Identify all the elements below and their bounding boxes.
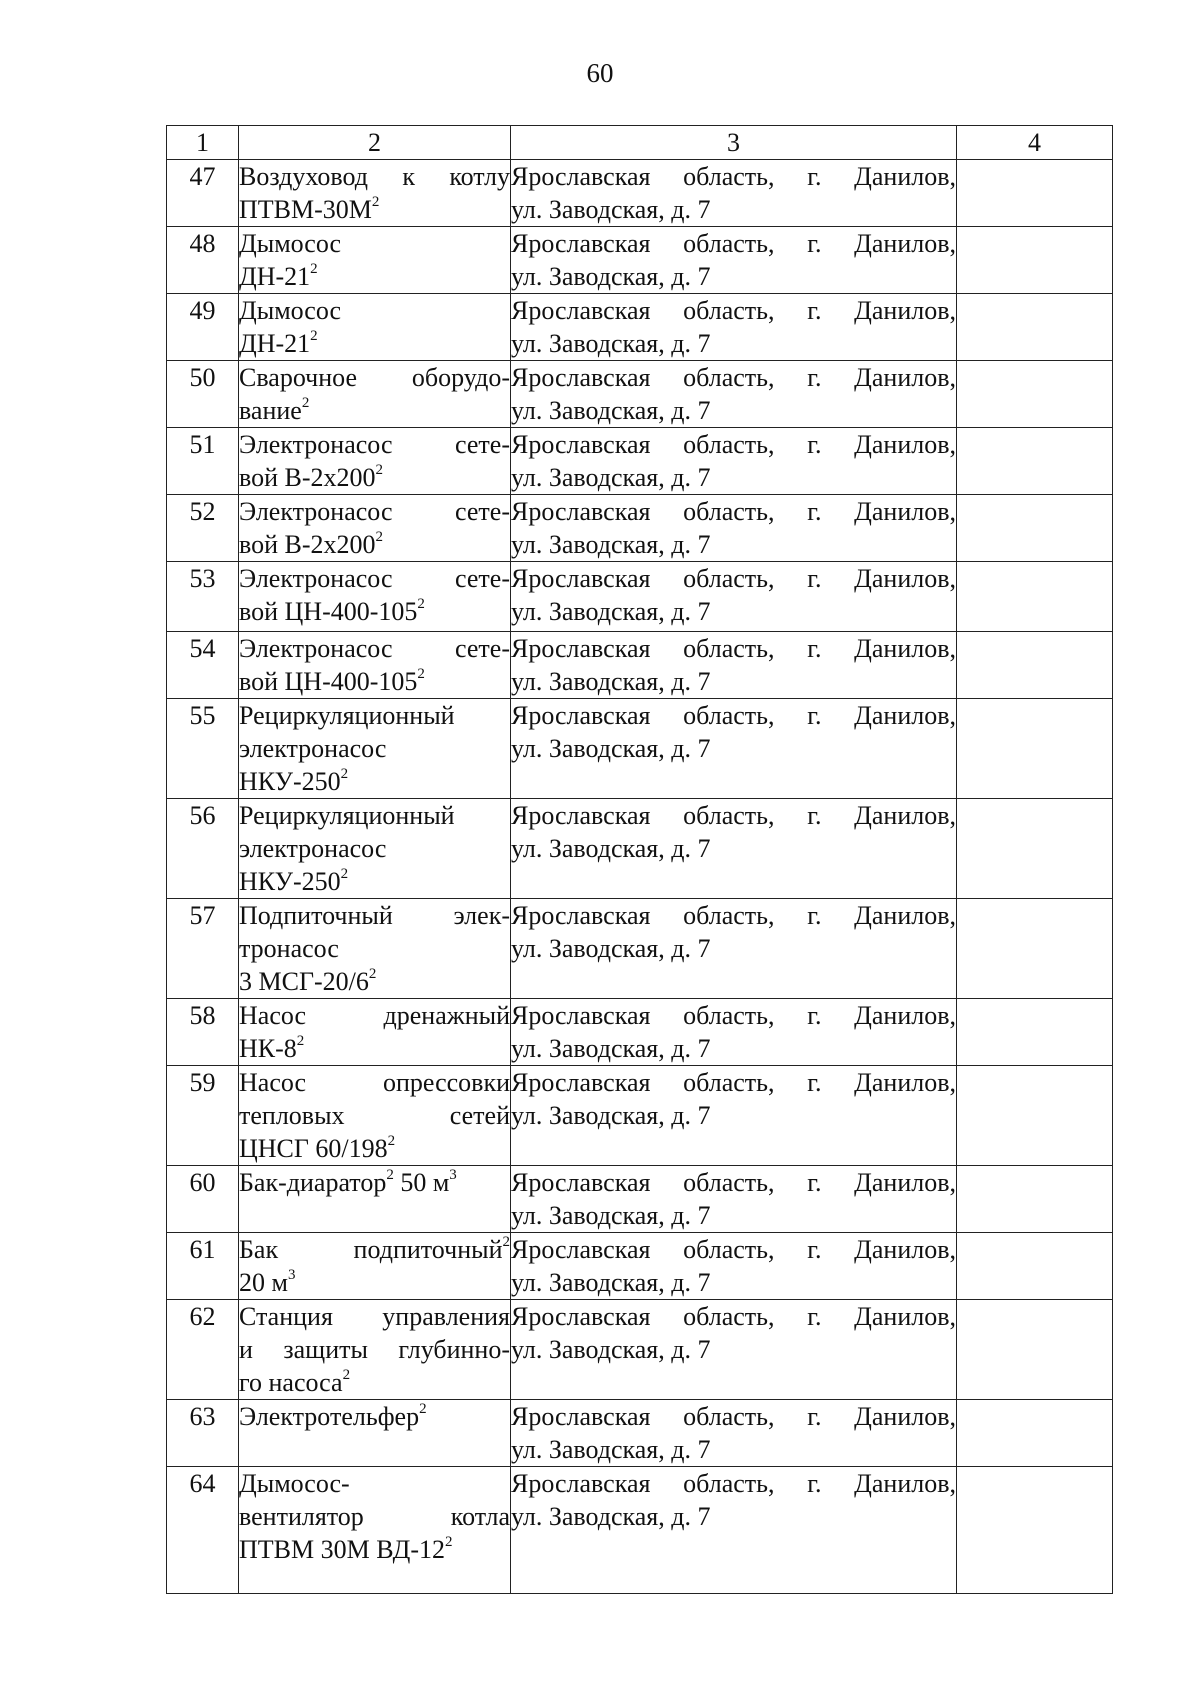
address-line: Ярославская область, г. Данилов,	[511, 901, 956, 930]
row-number: 50	[167, 361, 239, 428]
equipment-name-line: Электронасос сете-	[239, 564, 510, 593]
equipment-name-line: Рециркуляционный	[239, 801, 455, 830]
column-4-cell	[957, 227, 1113, 294]
address-line: ул. Заводская, д. 7	[511, 667, 711, 696]
table-row	[167, 562, 1113, 632]
address-line: ул. Заводская, д. 7	[511, 262, 711, 291]
address	[511, 361, 957, 428]
address-line: Ярославская область, г. Данилов,	[511, 162, 956, 191]
address-line: Ярославская область, г. Данилов,	[511, 430, 956, 459]
equipment-name-line: Насос дренажный	[239, 1001, 510, 1030]
column-4-cell	[957, 799, 1113, 899]
column-4-cell	[957, 1066, 1113, 1166]
equipment-name-line: Станция управления	[239, 1302, 510, 1331]
address-line: ул. Заводская, д. 7	[511, 734, 711, 763]
equipment-name-line: Насос опрессовки	[239, 1068, 510, 1097]
address-line: ул. Заводская, д. 7	[511, 1201, 711, 1230]
address-line: Ярославская область, г. Данилов,	[511, 363, 956, 392]
address-line: Ярославская область, г. Данилов,	[511, 497, 956, 526]
equipment-name-line: вание$^2$	[239, 395, 310, 425]
address	[511, 562, 957, 632]
address	[511, 632, 957, 699]
table-row	[167, 1400, 1113, 1467]
row-number: 48	[167, 227, 239, 294]
equipment-name-line: НКУ-$250^2$	[239, 866, 349, 896]
address	[511, 799, 957, 899]
address-line: Ярославская область, г. Данилов,	[511, 701, 956, 730]
column-4-cell	[957, 699, 1113, 799]
row-number: 62	[167, 1300, 239, 1400]
equipment-name-line: 20 $м^3$	[239, 1267, 296, 1297]
equipment-name-line: ЦНСГ $60/198^2$	[239, 1133, 396, 1163]
table-header-row	[167, 126, 1113, 160]
equipment-name-line: Дымосос	[239, 229, 342, 258]
address-line: Ярославская область, г. Данилов,	[511, 801, 956, 830]
row-number: 47	[167, 160, 239, 227]
equipment-name	[239, 1400, 511, 1467]
row-number: 59	[167, 1066, 239, 1166]
column-4-cell	[957, 160, 1113, 227]
table-row	[167, 999, 1113, 1066]
address	[511, 1400, 957, 1467]
address-line: Ярославская область, г. Данилов,	[511, 229, 956, 258]
table-row	[167, 632, 1113, 699]
address-line: ул. Заводская, д. 7	[511, 1335, 711, 1364]
column-4-cell	[957, 1467, 1113, 1594]
equipment-name-line: вой $В-2х200^2$	[239, 462, 384, 492]
column-4-cell	[957, 1400, 1113, 1467]
equipment-name-line: Электронасос сете-	[239, 430, 510, 459]
row-number: 51	[167, 428, 239, 495]
column-4-cell	[957, 361, 1113, 428]
address-line: ул. Заводская, д. 7	[511, 1034, 711, 1063]
equipment-name	[239, 495, 511, 562]
table-row	[167, 160, 1113, 227]
address-line: Ярославская область, г. Данилов,	[511, 564, 956, 593]
address-line: ул. Заводская, д. 7	[511, 934, 711, 963]
address-line: ул. Заводская, д. 7	[511, 1502, 711, 1531]
address-line: ул. Заводская, д. 7	[511, 1101, 711, 1130]
equipment-name-line: вентилятор котла	[239, 1502, 510, 1531]
equipment-name-line: вой $ЦН-400-105^2$	[239, 666, 425, 696]
equipment-name	[239, 1467, 511, 1594]
address-line: Ярославская область, г. Данилов,	[511, 296, 956, 325]
equipment-name-line: Сварочное оборудо-	[239, 363, 510, 392]
address-line: Ярославская область, г. Данилов,	[511, 1402, 956, 1431]
equipment-name-line: Электронасос сете-	[239, 497, 510, 526]
address-line: ул. Заводская, д. 7	[511, 1435, 711, 1464]
column-4-cell	[957, 495, 1113, 562]
table-row	[167, 227, 1113, 294]
equipment-name	[239, 361, 511, 428]
address	[511, 899, 957, 999]
row-number: 60	[167, 1166, 239, 1233]
table-row	[167, 428, 1113, 495]
address-line: Ярославская область, г. Данилов,	[511, 634, 956, 663]
row-number: 61	[167, 1233, 239, 1300]
equipment-name-line: Дымосос-	[239, 1469, 350, 1498]
row-number: 54	[167, 632, 239, 699]
table-row	[167, 495, 1113, 562]
column-4-cell	[957, 1166, 1113, 1233]
column-4-cell	[957, 1233, 1113, 1300]
address	[511, 160, 957, 227]
address	[511, 428, 957, 495]
equipment-name-line: ПТВМ-$30М^2$	[239, 194, 380, 224]
address-line: Ярославская область, г. Данилов,	[511, 1469, 956, 1498]
equipment-name-line: и защиты глубинно-	[239, 1335, 510, 1364]
table-row	[167, 1233, 1113, 1300]
address-line: ул. Заводская, д. 7	[511, 530, 711, 559]
table-row	[167, 699, 1113, 799]
address-line: ул. Заводская, д. 7	[511, 195, 711, 224]
row-number: 64	[167, 1467, 239, 1594]
column-4-cell	[957, 1300, 1113, 1400]
column-4-cell	[957, 294, 1113, 361]
page-number: 60	[586, 58, 614, 88]
address-line: Ярославская область, г. Данилов,	[511, 1068, 956, 1097]
address	[511, 1233, 957, 1300]
table-row	[167, 1166, 1113, 1233]
equipment-name	[239, 799, 511, 899]
equipment-name-line: 3 МСГ-$20/6^2$	[239, 966, 377, 996]
row-number: 58	[167, 999, 239, 1066]
equipment-name-line: Бак-диаратор$^2$ 50 $м^3$	[239, 1167, 457, 1197]
equipment-name	[239, 899, 511, 999]
equipment-name	[239, 428, 511, 495]
equipment-name-line: Подпиточный элек-	[239, 901, 510, 930]
equipment-name	[239, 227, 511, 294]
address	[511, 999, 957, 1066]
table-row	[167, 361, 1113, 428]
address-line: ул. Заводская, д. 7	[511, 597, 711, 626]
equipment-name-line: тронасос	[239, 934, 339, 963]
table-row	[167, 1300, 1113, 1400]
address-line: ул. Заводская, д. 7	[511, 463, 711, 492]
address	[511, 1166, 957, 1233]
row-number: 56	[167, 799, 239, 899]
row-number: 57	[167, 899, 239, 999]
column-header: 3	[511, 126, 957, 160]
equipment-name	[239, 1066, 511, 1166]
address	[511, 1467, 957, 1594]
property-table	[166, 125, 1113, 1594]
table-row	[167, 899, 1113, 999]
column-header: 4	[957, 126, 1113, 160]
equipment-name	[239, 160, 511, 227]
equipment-name	[239, 999, 511, 1066]
address-line: ул. Заводская, д. 7	[511, 834, 711, 863]
address-line: ул. Заводская, д. 7	[511, 396, 711, 425]
table-row	[167, 1066, 1113, 1166]
address-line: Ярославская область, г. Данилов,	[511, 1168, 956, 1197]
equipment-name-line: Воздуховод к котлу	[239, 162, 510, 191]
equipment-name	[239, 632, 511, 699]
equipment-name-line: НКУ-$250^2$	[239, 766, 349, 796]
column-header: 1	[167, 126, 239, 160]
equipment-name	[239, 1300, 511, 1400]
equipment-name-line: электронасос	[239, 834, 387, 863]
row-number: 49	[167, 294, 239, 361]
equipment-name	[239, 562, 511, 632]
equipment-name-line: Дымосос	[239, 296, 342, 325]
address-line: Ярославская область, г. Данилов,	[511, 1001, 956, 1030]
column-4-cell	[957, 428, 1113, 495]
equipment-name-line: Электротельфер$^2$	[239, 1401, 427, 1431]
column-4-cell	[957, 999, 1113, 1066]
table-row	[167, 799, 1113, 899]
equipment-name-line: вой $ЦН-400-105^2$	[239, 596, 425, 626]
equipment-name-line: Электронасос сете-	[239, 634, 510, 663]
equipment-name-line: Бак подпиточный$^2$	[239, 1234, 510, 1264]
address-line: Ярославская область, г. Данилов,	[511, 1235, 956, 1264]
address	[511, 495, 957, 562]
equipment-name-line: тепловых сетей	[239, 1101, 510, 1130]
column-header: 2	[239, 126, 511, 160]
address-line: Ярославская область, г. Данилов,	[511, 1302, 956, 1331]
column-4-cell	[957, 632, 1113, 699]
equipment-name	[239, 1233, 511, 1300]
equipment-name-line: $ДН-21^2$	[239, 328, 318, 358]
equipment-name-line: го насоса$^2$	[239, 1367, 351, 1397]
address	[511, 699, 957, 799]
equipment-name-line: $ДН-21^2$	[239, 261, 318, 291]
column-4-cell	[957, 899, 1113, 999]
table-row	[167, 1467, 1113, 1594]
address	[511, 227, 957, 294]
equipment-name-line: электронасос	[239, 734, 387, 763]
address-line: ул. Заводская, д. 7	[511, 1268, 711, 1297]
column-4-cell	[957, 562, 1113, 632]
row-number: 53	[167, 562, 239, 632]
equipment-name	[239, 699, 511, 799]
equipment-name-line: вой $В-2х200^2$	[239, 529, 384, 559]
equipment-name	[239, 294, 511, 361]
row-number: 55	[167, 699, 239, 799]
equipment-name-line: $НК-8^2$	[239, 1033, 305, 1063]
equipment-name-line: ПТВМ 30М $ВД-12^2$	[239, 1534, 453, 1564]
equipment-name-line: Рециркуляционный	[239, 701, 455, 730]
row-number: 52	[167, 495, 239, 562]
address-line: ул. Заводская, д. 7	[511, 329, 711, 358]
address	[511, 1300, 957, 1400]
address	[511, 1066, 957, 1166]
equipment-name	[239, 1166, 511, 1233]
address	[511, 294, 957, 361]
table-row	[167, 294, 1113, 361]
row-number: 63	[167, 1400, 239, 1467]
